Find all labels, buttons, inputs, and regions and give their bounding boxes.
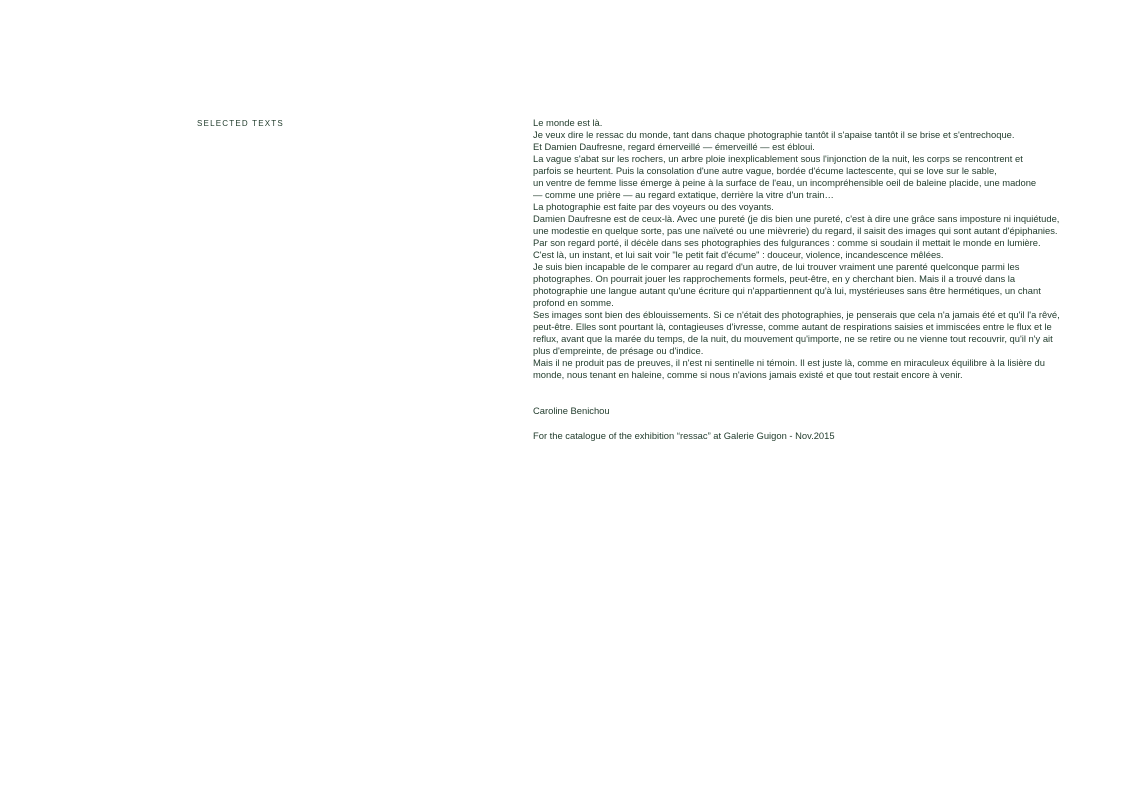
essay-line: un ventre de femme lisse émerge à peine à la surface de l'eau, un incompréhensible oeil de baleine placide, une madone — [533, 177, 1037, 188]
essay-line: Damien Daufresne est de ceux-là. Avec une pureté (je dis bien une pureté, c'est à dire une grâce sans imposture ni inquiétude, — [533, 213, 1060, 224]
section-label: SELECTED TEXTS — [197, 119, 284, 128]
essay-line: peut-être. Elles sont pourtant là, contagieuses d'ivresse, comme autant de respirations saisies et immiscées entre le flux et le — [533, 321, 1052, 332]
catalogue-credit: For the catalogue of the exhibition “ressac” at Galerie Guigon - Nov.2015 — [533, 430, 835, 441]
essay-line: monde, nous tenant en haleine, comme si nous n'avions jamais existé et que tout restait encore à venir. — [533, 369, 963, 380]
essay-line: Ses images sont bien des éblouissements. Si ce n'était des photographies, je penserais que cela n'a jamais été et qu'il l'a rêvé, — [533, 309, 1060, 320]
essay-line: C'est là, un instant, et lui sait voir "le petit fait d'écume" : douceur, violence, incandescence mêlées. — [533, 249, 944, 260]
essay-line: Le monde est là. — [533, 117, 603, 128]
essay-line: Je suis bien incapable de le comparer au regard d'un autre, de lui trouver vraiment une parenté quelconque parmi les — [533, 261, 1020, 272]
essay-line: reflux, avant que la marée du temps, de la nuit, du mouvement qu'importe, ne se retire ou ne vienne tout recouvrir, qu'il n'y ait — [533, 333, 1053, 344]
essay-line: une modestie en quelque sorte, pas une naïveté ou une mièvrerie) du regard, il saisit des images qui sont autant d'épiphanies. — [533, 225, 1058, 236]
essay-line: profond en somme. — [533, 297, 614, 308]
essay-line: — comme une prière — au regard extatique, derrière la vitre d'un train… — [533, 189, 834, 200]
essay-line: Par son regard porté, il décèle dans ses photographies des fulgurances : comme si soudain il mettait le monde en lumière. — [533, 237, 1041, 248]
essay-line: La photographie est faite par des voyeurs ou des voyants. — [533, 201, 774, 212]
essay-line: photographie une langue autant qu'une écriture qui n'appartiennent qu'à lui, mystérieuses sans être hermétiques, un chant — [533, 285, 1041, 296]
essay-line: La vague s'abat sur les rochers, un arbre ploie inexplicablement sous l'injonction de la nuit, les corps se rencontrent et — [533, 153, 1023, 164]
essay-line: parfois se heurtent. Puis la consolation d'une autre vague, bordée d'écume lactescente, qui se love sur le sable, — [533, 165, 997, 176]
essay-line: Mais il ne produit pas de preuves, il n'est ni sentinelle ni témoin. Il est juste là, comme en miraculeux équilibre à la lisière du — [533, 357, 1045, 368]
essay-line: photographes. On pourrait jouer les rapprochements formels, peut-être, en y cherchant bien. Mais il a trouvé dans la — [533, 273, 1016, 284]
essay-line: Je veux dire le ressac du monde, tant dans chaque photographie tantôt il s'apaise tantôt il se brise et s'entrechoque. — [533, 129, 1015, 140]
author-name: Caroline Benichou — [533, 405, 610, 416]
essay-line: Et Damien Daufresne, regard émerveillé — émerveillé — est ébloui. — [533, 141, 815, 152]
essay-line: plus d'empreinte, de présage ou d'indice. — [533, 345, 704, 356]
essay-text — [533, 117, 1073, 381]
